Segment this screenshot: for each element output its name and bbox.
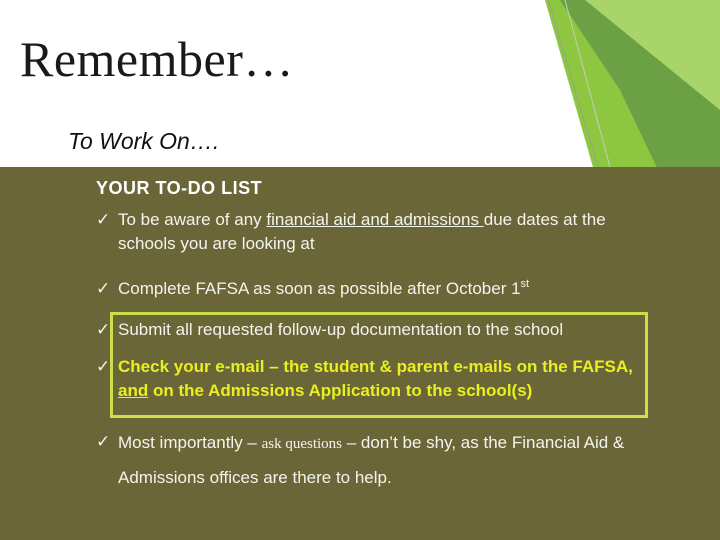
slide-subtitle: To Work On…. <box>68 128 220 154</box>
todo-item-text: Most importantly – ask questions – don’t be shy, as the Financial Aid & Admissions offices are there to help. <box>118 433 625 487</box>
todo-item-text: Submit all requested follow-up documentation to the school <box>118 320 564 339</box>
todo-item-text: Complete FAFSA as soon as possible after October 1st <box>118 278 530 298</box>
checkmark-icon: ✓ <box>96 432 111 451</box>
highlight-box <box>110 312 648 418</box>
slide-title: Remember… <box>20 31 294 87</box>
checkmark-icon: ✓ <box>96 357 111 376</box>
checkmark-icon: ✓ <box>96 210 111 229</box>
todo-heading: YOUR TO-DO LIST <box>96 178 263 198</box>
todo-item-text: To be aware of any financial aid and admissions due dates at the schools you are looking at <box>118 210 606 253</box>
checkmark-icon: ✓ <box>96 279 111 298</box>
checkmark-icon: ✓ <box>96 320 111 339</box>
todo-item-text: Check your e-mail – the student & parent e-mails on the FAFSA, and on the Admissions Application to the school(s) <box>118 357 633 400</box>
